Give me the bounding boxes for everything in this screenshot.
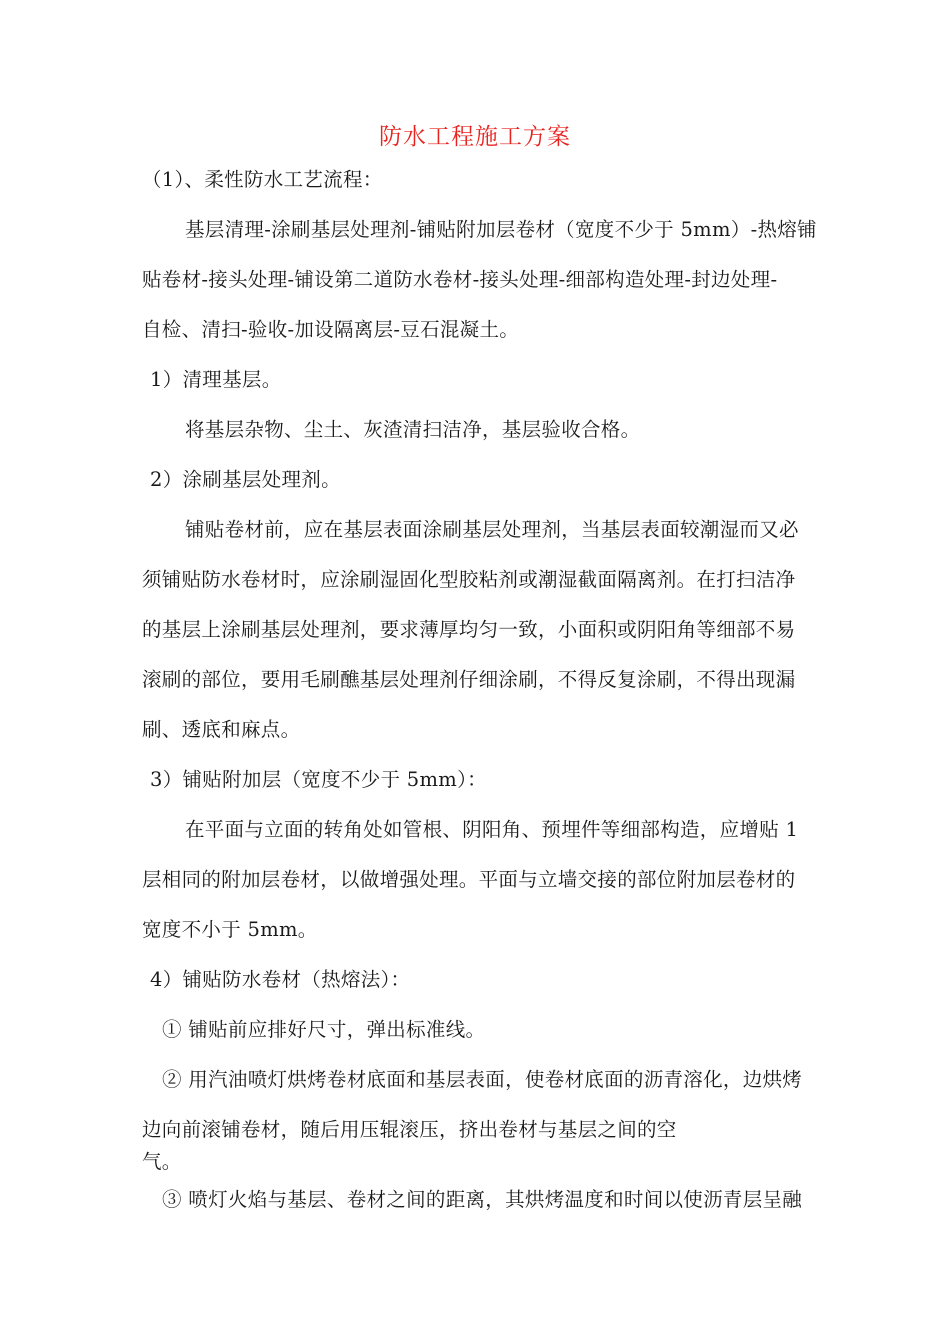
paragraph-line: 滚刷的部位，要用毛刷醮基层处理剂仔细涂刷，不得反复涂刷，不得出现漏 (142, 668, 796, 691)
paragraph-line: 贴卷材-接头处理-铺设第二道防水卷材-接头处理-细部构造处理-封边处理- (142, 268, 778, 291)
document-title: 防水工程施工方案 (379, 124, 571, 150)
paragraph-line: 层相同的附加层卷材，以做增强处理。平面与立墙交接的部位附加层卷材的 (142, 868, 796, 891)
step-heading-1: 1）清理基层。 (150, 368, 282, 391)
list-item-3: ③ 喷灯火焰与基层、卷材之间的距离，其烘烤温度和时间以使沥青层呈融 (162, 1188, 803, 1211)
paragraph-line: 基层清理-涂刷基层处理剂-铺贴附加层卷材（宽度不少于 5mm）-热熔铺 (185, 218, 817, 241)
paragraph-line: 须铺贴防水卷材时，应涂刷湿固化型胶粘剂或潮湿截面隔离剂。在打扫洁净 (142, 568, 796, 591)
paragraph-line: 宽度不小于 5mm。 (142, 918, 318, 941)
section-heading-1: （1）、柔性防水工艺流程： (142, 168, 383, 191)
step-heading-4: 4）铺贴防水卷材（热熔法）： (150, 968, 411, 991)
step-heading-2: 2）涂刷基层处理剂。 (150, 468, 341, 491)
paragraph-line: 刷、透底和麻点。 (142, 718, 301, 741)
paragraph-line: 将基层杂物、尘土、灰渣清扫洁净，基层验收合格。 (185, 418, 641, 441)
list-item-2: ② 用汽油喷灯烘烤卷材底面和基层表面，使卷材底面的沥青溶化，边烘烤 (162, 1068, 803, 1091)
paragraph-line: 在平面与立面的转角处如管根、阴阳角、预埋件等细部构造，应增贴 1 (185, 818, 799, 841)
step-heading-3: 3）铺贴附加层（宽度不少于 5mm）： (150, 768, 487, 791)
paragraph-line: 气。 (142, 1150, 182, 1173)
list-item-1: ① 铺贴前应排好尺寸，弹出标准线。 (162, 1018, 486, 1041)
paragraph-line: 边向前滚铺卷材，随后用压辊滚压，挤出卷材与基层之间的空 (142, 1118, 677, 1141)
paragraph-line: 的基层上涂刷基层处理剂，要求薄厚均匀一致，小面积或阴阳角等细部不易 (142, 618, 796, 641)
paragraph-line: 自检、清扫-验收-加设隔离层-豆石混凝土。 (142, 318, 520, 341)
paragraph-line: 铺贴卷材前，应在基层表面涂刷基层处理剂，当基层表面较潮湿而又必 (185, 518, 799, 541)
